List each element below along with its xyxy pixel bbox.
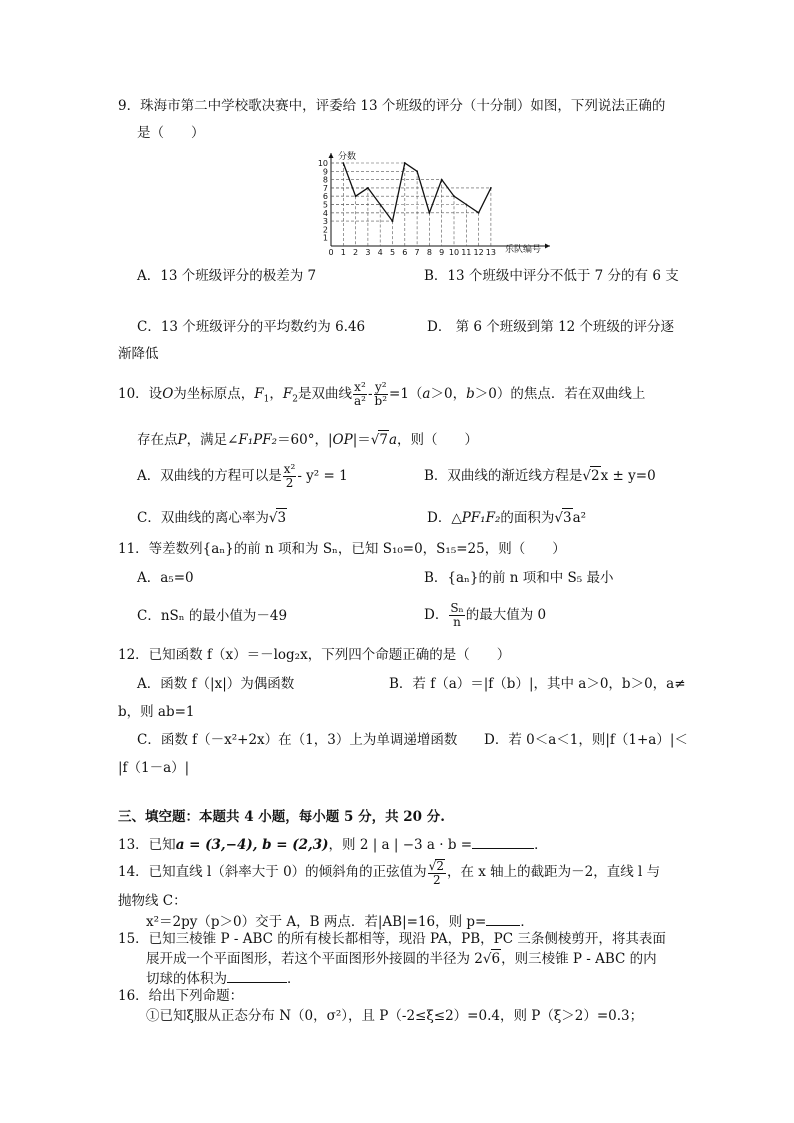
q9-stem-line1: 9．珠海市第二中学校歌决赛中，评委给 13 个班级的评分（十分制）如图，下列说法正确的 <box>118 98 666 114</box>
q9-option-b: B．13 个班级中评分不低于 7 分的有 6 支 <box>424 268 679 284</box>
x-tick-label: 11 <box>461 248 472 256</box>
q11-option-a: A．a₅=0 <box>137 570 194 586</box>
q10-option-a: A．双曲线的方程可以是 $\frac{\text{x²}}{2}$ - y² = 1 <box>137 462 348 490</box>
x-tick-label: 9 <box>439 248 445 256</box>
q15-stem-line3: 切球的体积为 ． <box>146 968 301 988</box>
q10-stem-line2: 存在点P，满足∠F₁PF₂＝60°，|OP|＝√7a，则（ ） <box>137 432 479 448</box>
section-3-heading: 三、填空题：本题共 4 小题，每小题 5 分，共 20 分. <box>118 809 445 825</box>
q14-stem-line1: 14．已知直线 l（斜率大于 0）的倾斜角的正弦值为 $\frac{√2}{2}$ ，在 x 轴上的截距为－2，直线 l 与 <box>118 858 661 887</box>
q11-option-c: C．nSₙ 的最小值为－49 <box>137 608 288 624</box>
q16-item-1: ①已知ξ服从正态分布 N（0，σ²），且 P（-2≤ξ≤2）=0.4，则 P（ξ＞2）=0.3； <box>146 1008 644 1024</box>
q9-score-chart <box>318 151 558 256</box>
y-tick-label: 10 <box>318 159 328 168</box>
q12-option-a: A．函数 f（|x|）为偶函数 <box>137 676 295 692</box>
q9-option-a: A．13 个班级评分的极差为 7 <box>137 268 317 284</box>
q9-option-d-cont: 渐降低 <box>118 346 159 362</box>
y-tick-label: 3 <box>322 217 328 227</box>
x-tick-label: 8 <box>426 248 432 256</box>
q10-stem-line1: 10．设O为坐标原点，$F_1$，$F_2$是双曲线 $\frac{\text{x²}}{\text{a²}}$ - $\frac{\text{y²}}{\text{b²}}$ =1（a＞0，b＞0）的焦点．若在双曲线上 <box>118 380 646 408</box>
x-tick-label: 13 <box>485 248 496 256</box>
q13-answer-blank[interactable] <box>472 834 534 849</box>
q10-option-c: C．双曲线的离心率为√3 <box>137 510 287 526</box>
x-tick-label: 3 <box>365 248 371 256</box>
x-tick-label: 2 <box>353 248 359 256</box>
q14-answer-blank[interactable] <box>486 911 520 926</box>
q10-option-b: B．双曲线的渐近线方程是√2x ± y=0 <box>424 468 656 484</box>
q10-frac-y: $\frac{\text{y²}}{\text{b²}}$ <box>374 380 388 408</box>
q12-option-c: C．函数 f（－x²+2x）在（1，3）上为单调递增函数 <box>137 732 458 748</box>
q12-option-b-cont: b，则 ab=1 <box>118 704 195 720</box>
q15-answer-blank[interactable] <box>227 968 287 983</box>
q10-option-d: D．△PF₁F₂的面积为√3a² <box>427 510 587 526</box>
q9-option-d: D． 第 6 个班级到第 12 个班级的评分逐 <box>427 319 675 335</box>
x-tick-label: 7 <box>414 248 420 256</box>
q9-option-c: C．13 个班级评分的平均数约为 6.46 <box>137 319 366 335</box>
q14-stem-line2: 抛物线 C： <box>118 893 187 909</box>
q9-stem-line2: 是（ ） <box>137 125 205 141</box>
q13-stem: 13．已知a = (3,−4), b = (2,3)，则 2 | a | −3 a · b = ． <box>118 834 548 854</box>
x-tick-label: 0 <box>328 248 334 256</box>
y-tick-label: 5 <box>322 200 328 210</box>
y-tick-label: 4 <box>322 208 328 218</box>
x-tick-label: 5 <box>389 248 396 256</box>
q12-stem: 12．已知函数 f（x）＝－log₂x，下列四个命题正确的是（ ） <box>118 647 511 663</box>
x-tick-label: 4 <box>377 248 383 256</box>
y-axis-arrow <box>329 153 334 158</box>
y-tick-label: 8 <box>322 175 328 185</box>
x-tick-label: 1 <box>340 248 346 256</box>
y-tick-label: 6 <box>322 192 328 202</box>
q12-option-d: D．若 0＜a＜1，则|f（1+a）|＜ <box>484 732 688 748</box>
chart-ylabel: 分数 <box>338 152 357 162</box>
q11-stem: 11．等差数列{aₙ}的前 n 项和为 Sₙ，已知 S₁₀=0，S₁₅=25，则（ ） <box>118 541 566 557</box>
x-tick-label: 10 <box>448 248 460 256</box>
q15-stem-line1: 15．已知三棱锥 P - ABC 的所有棱长都相等，现沿 PA，PB，PC 三条侧棱剪开，将其表面 <box>118 931 666 947</box>
q15-stem-line2: 展开成一个平面图形，若这个平面图形外接圆的半径为 2√6，则三棱锥 P - ABC 的内 <box>146 951 657 967</box>
x-tick-label: 12 <box>473 248 484 256</box>
y-tick-label: 7 <box>322 183 328 193</box>
y-tick-label: 2 <box>322 225 328 235</box>
q16-stem: 16．给出下列命题： <box>118 988 244 1004</box>
q11-option-b: B．{aₙ}的前 n 项和中 S₅ 最小 <box>424 570 614 586</box>
chart-xlabel: 乐队编号 <box>505 245 542 255</box>
x-tick-label: 6 <box>402 248 408 256</box>
y-tick-label: 1 <box>322 233 328 243</box>
y-tick-label: 9 <box>322 167 328 177</box>
q11-option-d: D． $\frac{\text{Sₙ}}{n}$ 的最大值为 0 <box>424 601 547 629</box>
q10-frac-x: $\frac{\text{x²}}{\text{a²}}$ <box>353 380 366 408</box>
q12-option-b: B．若 f（a）＝|f（b）|，其中 a＞0，b＞0，a≠ <box>389 676 686 692</box>
q12-option-d-cont: |f（1－a）| <box>118 760 190 776</box>
q14-stem-line3: x²＝2py（p＞0）交于 A，B 两点．若|AB|=16，则 p= ． <box>146 911 534 931</box>
x-axis-arrow <box>545 244 550 249</box>
